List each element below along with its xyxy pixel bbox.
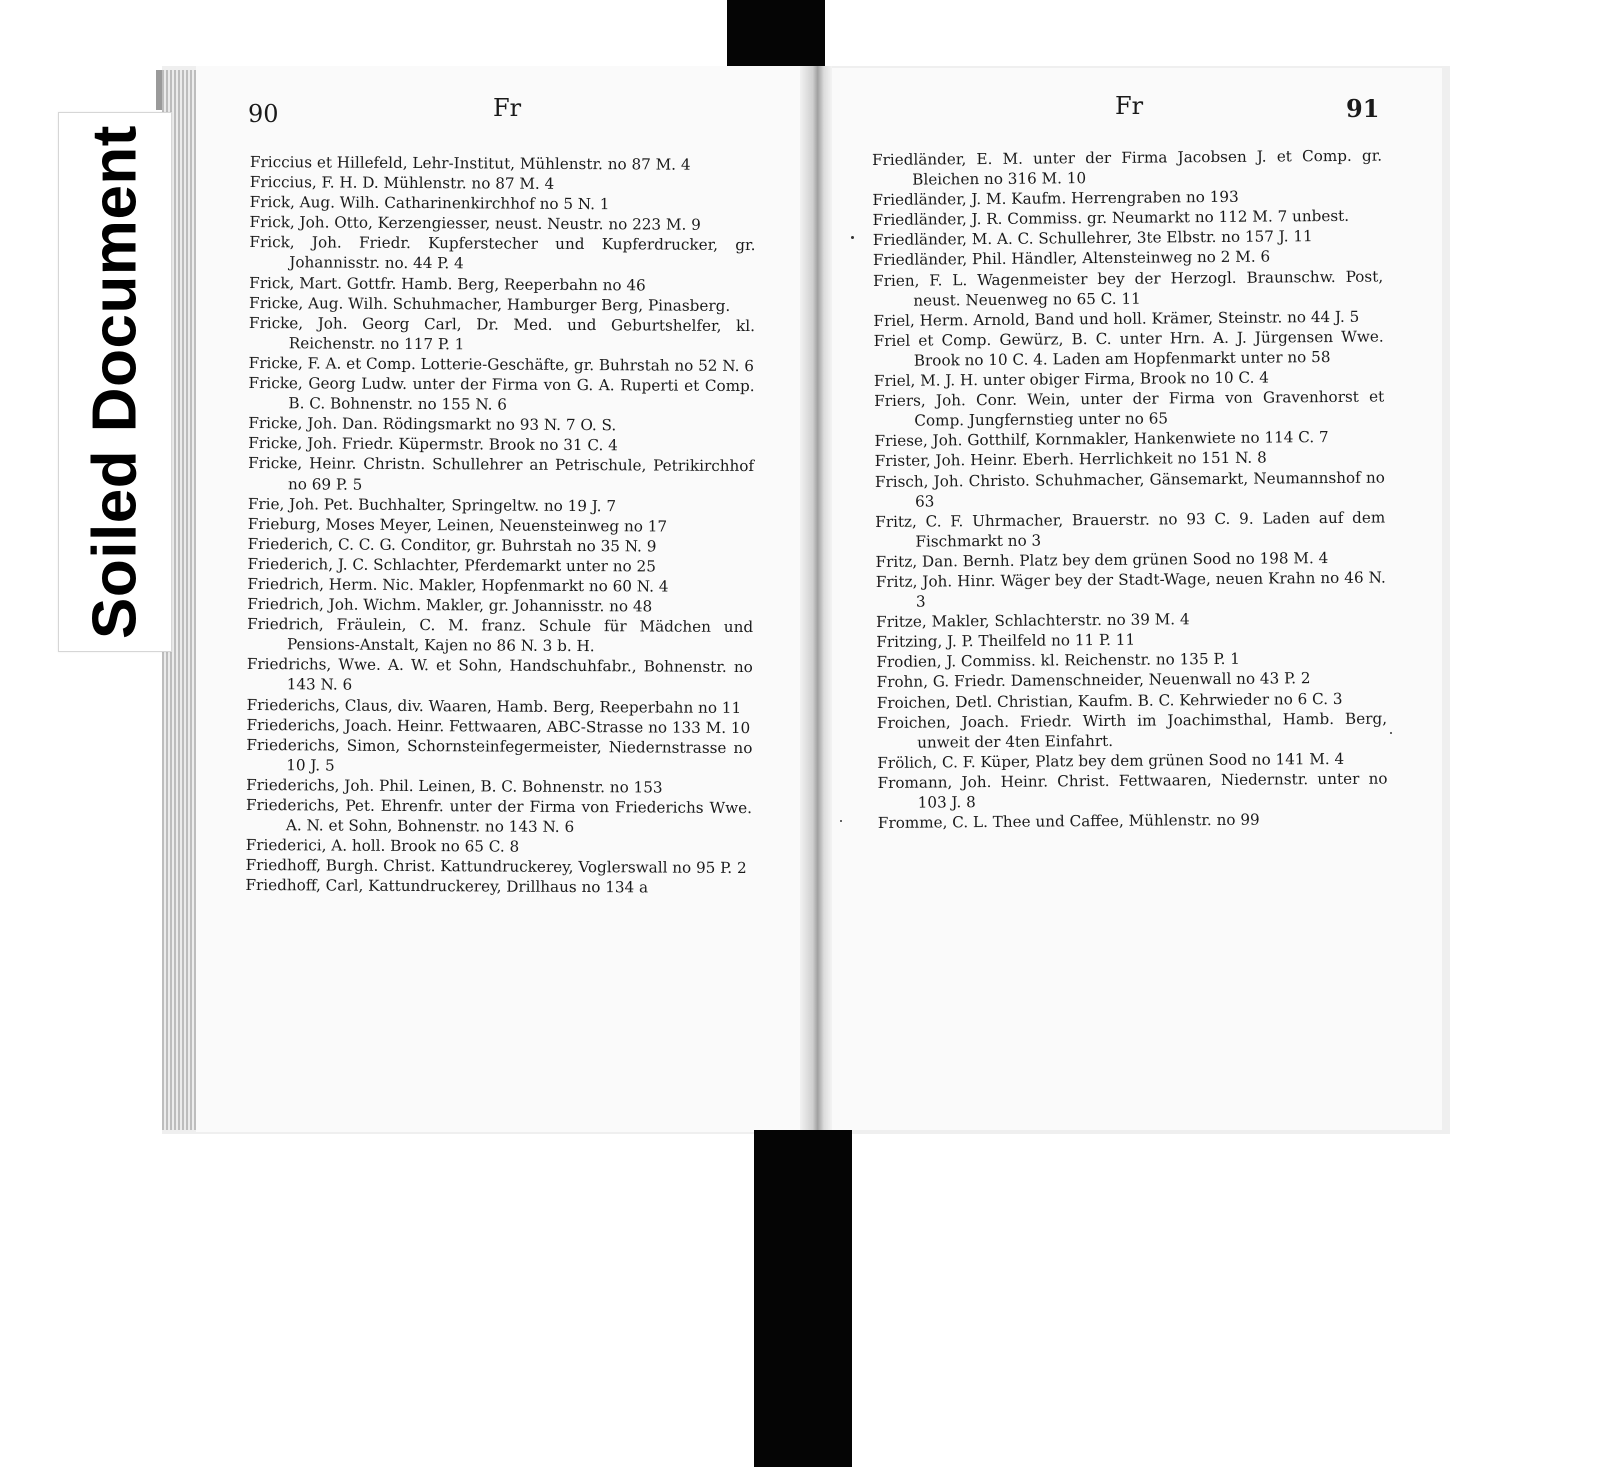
directory-entry: Friese, Joh. Gotthilf, Kornmakler, Hankenwiete no 114 C. 7 [874,428,1329,451]
directory-entry: Friel, Herm. Arnold, Band und holl. Krämer, Steinstr. no 44 J. 5 [873,307,1360,330]
directory-entry: Frister, Joh. Heinr. Eberh. Herrlichkeit no 151 N. 8 [874,448,1267,471]
soiled-document-label [58,112,172,652]
directory-entry: Frick, Joh. Friedr. Kupferstecher und Kupferdrucker, gr. Johannisstr. no. 44 P. 4 [249,233,756,273]
directory-entry: Frohn, G. Friedr. Damenschneider, Neuenwall no 43 P. 2 [876,669,1311,692]
directory-entry: Fritz, Joh. Hinr. Wäger bey der Stadt-Wage, neuen Krahn no 46 N. 3 [875,568,1386,611]
directory-entry: Friers, Joh. Conr. Wein, unter der Firma von Gravenhorst et Comp. Jungfernstieg unter no 65 [874,387,1385,430]
directory-entry: Friederichs, Joh. Phil. Leinen, B. C. Bohnenstr. no 153 [246,775,663,797]
directory-entry: Frick, Joh. Otto, Kerzengiesser, neust. Neustr. no 223 M. 9 [249,213,701,235]
binding-strip-bottom [754,1130,852,1467]
directory-entry: Friederichs, Joach. Heinr. Fettwaaren, ABC-Strasse no 133 M. 10 [246,715,751,737]
right-page-header: Fr [1115,92,1144,120]
directory-entry: Fromann, Joh. Heinr. Christ. Fettwaaren, Niedernstr. unter no 103 J. 8 [877,769,1388,812]
directory-entry: Froichen, Detl. Christian, Kaufm. B. C. Kehrwieder no 6 C. 3 [876,689,1343,712]
right-page-number: 91 [1346,94,1380,123]
directory-entry: Friederici, A. holl. Brook no 65 C. 8 [245,836,520,856]
directory-entry: Fricke, Joh. Dan. Rödingsmarkt no 93 N. 7 O. S. [248,414,617,435]
directory-entry: Friedländer, M. A. C. Schullehrer, 3te Elbstr. no 157 J. 11 [872,227,1313,250]
directory-entry: Frodien, J. Commiss. kl. Reichenstr. no 135 P. 1 [876,650,1240,672]
directory-entry: Friedländer, E. M. unter der Firma Jacobsen J. et Comp. gr. Bleichen no 316 M. 10 [872,146,1383,189]
directory-entry: Friedländer, J. R. Commiss. gr. Neumarkt no 112 M. 7 unbest. [872,207,1350,230]
left-page-number: 90 [248,100,279,128]
directory-entry: Frieburg, Moses Meyer, Leinen, Neuensteinweg no 17 [247,514,668,536]
directory-entry: Fricke, Georg Ludw. unter der Firma von G. A. Ruperti et Comp. B. C. Bohnenstr. no 155 N. 6 [248,374,755,414]
directory-entry: Fricke, Aug. Wilh. Schuhmacher, Hamburger Berg, Pinasberg. [249,293,731,315]
directory-entry: Fricke, Joh. Friedr. Küpermstr. Brook no 31 C. 4 [248,434,618,455]
directory-entry: Fricke, F. A. et Comp. Lotterie-Geschäfte, gr. Buhrstah no 52 N. 6 [248,353,755,376]
binding-strip-top [727,0,825,76]
ink-speck [840,820,842,822]
directory-entry: Friedländer, J. M. Kaufm. Herrengraben no 193 [872,187,1239,210]
directory-entry: Fritzing, J. P. Theilfeld no 11 P. 11 [876,630,1136,652]
directory-entry: Frölich, C. F. Küper, Platz bey dem grünen Sood no 141 M. 4 [877,749,1345,772]
directory-entry: Fromme, C. L. Thee und Caffee, Mühlenstr. no 99 [877,810,1260,833]
directory-entry: Friedrichs, Wwe. A. W. et Sohn, Handschuhfabr., Bohnenstr. no 143 N. 6 [246,655,753,695]
directory-entry: Frick, Mart. Gottfr. Hamb. Berg, Reeperbahn no 46 [249,273,646,294]
directory-entry: Frick, Aug. Wilh. Catharinenkirchhof no 5 N. 1 [249,193,610,214]
directory-entry: Frien, F. L. Wagenmeister bey der Herzogl. Braunschw. Post, neust. Neuenweg no 65 C. 11 [873,267,1384,310]
directory-entry: Friedhoff, Burgh. Christ. Kattundruckerey, Voglerswall no 95 P. 2 [245,856,747,878]
directory-entry: Froichen, Joach. Friedr. Wirth im Joachimsthal, Hamb. Berg, unweit der 4ten Einfahrt. [876,709,1388,752]
directory-entry: Friedländer, Phil. Händler, Altensteinweg no 2 M. 6 [872,247,1271,270]
directory-entry: Friedhoff, Carl, Kattundruckerey, Drillhaus no 134 a [245,876,649,897]
ink-speck [1390,732,1392,734]
left-page-header: Fr [493,94,522,122]
directory-entry: Friederich, C. C. G. Conditor, gr. Buhrstah no 35 N. 9 [247,534,657,556]
directory-entry: Fricke, Heinr. Christn. Schullehrer an Petrischule, Petrikirchhof no 69 P. 5 [248,454,755,494]
directory-entry: Friederichs, Claus, div. Waaren, Hamb. Berg, Reeperbahn no 11 [246,695,742,717]
directory-entry: Frisch, Joh. Christo. Schuhmacher, Gänsemarkt, Neumannshof no 63 [874,468,1385,511]
directory-entry: Friedrich, Joh. Wichm. Makler, gr. Johannisstr. no 48 [247,595,653,616]
directory-entry: Friccius et Hillefeld, Lehr-Institut, Mühlenstr. no 87 M. 4 [249,152,691,174]
right-entry-list [872,146,1388,834]
directory-entry: Friccius, F. H. D. Mühlenstr. no 87 M. 4 [249,173,555,193]
directory-entry: Friedrich, Herm. Nic. Makler, Hopfenmarkt no 60 N. 4 [247,574,669,596]
directory-entry: Fritz, Dan. Bernh. Platz bey dem grünen Sood no 198 M. 4 [875,548,1329,571]
directory-entry: Friel, M. J. H. unter obiger Firma, Brook no 10 C. 4 [873,368,1269,391]
directory-entry: Friederichs, Pet. Ehrenfr. unter der Firma von Friederichs Wwe. A. N. et Sohn, Bohnenstr. no 143 N. 6 [245,795,753,837]
left-entry-list [245,152,756,899]
directory-entry: Friederichs, Simon, Schornsteinfegermeister, Niedernstrasse no 10 J. 5 [246,735,753,775]
directory-entry: Fricke, Joh. Georg Carl, Dr. Med. und Geburtshelfer, kl. Reichenstr. no 117 P. 1 [248,313,756,354]
directory-entry: Friel et Comp. Gewürz, B. C. unter Hrn. A. J. Jürgensen Wwe. Brook no 10 C. 4. Laden am Hopfenmarkt unter no 58 [873,327,1384,370]
directory-entry: Friedrich, Fräulein, C. M. franz. Schule für Mädchen und Pensions-Anstalt, Kajen no 86 N. 3 b. H. [247,615,754,656]
book-gutter [800,66,832,1132]
ink-speck [851,236,854,239]
directory-entry: Friederich, J. C. Schlachter, Pferdemarkt unter no 25 [247,554,656,576]
directory-entry: Fritze, Makler, Schlachterstr. no 39 M. 4 [876,610,1190,632]
directory-entry: Frie, Joh. Pet. Buchhalter, Springeltw. no 19 J. 7 [247,494,617,515]
directory-entry: Fritz, C. F. Uhrmacher, Brauerstr. no 93 C. 9. Laden auf dem Fischmarkt no 3 [875,508,1386,551]
soiled-document-text: Soiled Document [80,125,150,639]
